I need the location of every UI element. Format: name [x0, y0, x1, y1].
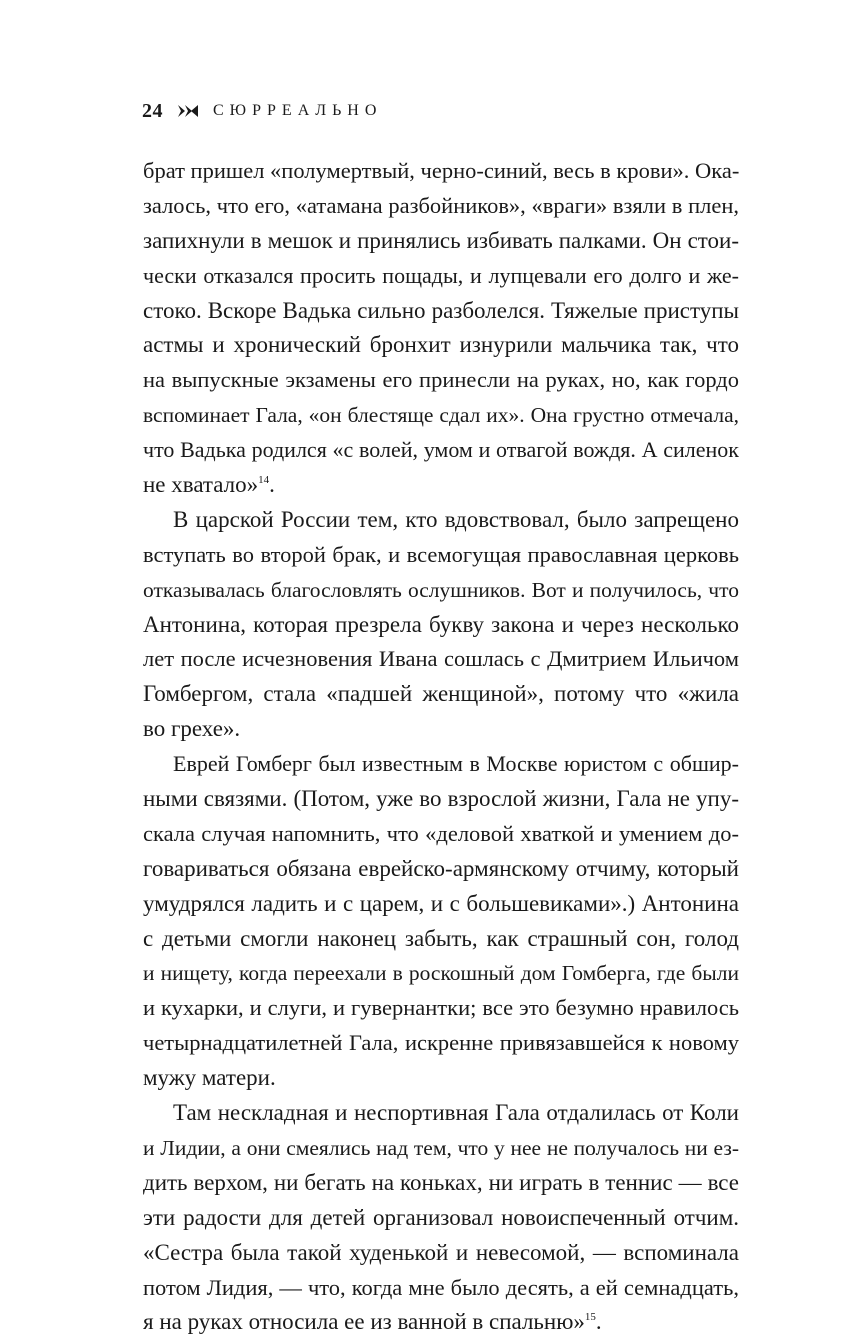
text-line: четырнадцатилетней Гала, искренне привязавшейся к новому [143, 1030, 739, 1056]
footnote-ref-15[interactable]: 15 [584, 1311, 596, 1324]
text-line: стоко. Вскоре Вадька сильно разболелся. Тяжелые приступы [143, 297, 739, 323]
text-line: запихнули в мешок и принялись избивать палками. Он стои- [143, 227, 739, 253]
sentence-end: . [269, 472, 275, 498]
text-fragment: не хватало» [143, 472, 259, 498]
text-line: ными связями. (Потом, уже во взрослой жизни, Гала не упу- [143, 786, 739, 812]
text-fragment: я на руках относила ее из ванной в спальню» [143, 1309, 585, 1335]
text-line: Антонина, которая презрела букву закона и через несколько [143, 611, 739, 637]
text-line: дить верхом, ни бегать на коньках, ни играть в теннис — все [143, 1169, 739, 1195]
paragraph-4 [143, 1096, 739, 1340]
text-line: и кухарки, и слуги, и гувернантки; все это безумно нравилось [143, 995, 739, 1021]
text-line-first: В царской России тем, кто вдовствовал, было запрещено [173, 506, 739, 532]
text-line-last: мужу матери. [143, 1065, 276, 1091]
text-line-first: Еврей Гомберг был известным в Москве юристом с обшир- [173, 751, 739, 777]
text-line: чески отказался просить пощады, и лупцевали его долго и же- [143, 262, 739, 288]
text-line: отказывалась благословлять ослушников. Вот и получилось, что [143, 577, 739, 602]
text-line-last [143, 1305, 739, 1340]
sentence-end: . [595, 1309, 602, 1335]
text-line: говариваться обязана еврейско-армянскому отчиму, который [143, 855, 739, 881]
text-line: на выпускные экзамены его принесли на руках, но, как гордо [143, 367, 739, 393]
double-arrow-ornament-icon [177, 103, 199, 119]
text-line: с детьми смогли наконец забыть, как страшный сон, голод [143, 925, 739, 951]
text-line: умудрялся ладить и с царем, и с большевиками».) Антонина [143, 890, 739, 916]
text-line: и нищету, когда переехали в роскошный дом Гомберга, где были [143, 961, 739, 986]
footnote-ref-14[interactable]: 14 [258, 474, 270, 487]
text-line: что Вадька родился «с волей, умом и отвагой вождя. А силенок [143, 437, 739, 463]
text-line: вспоминает Гала, «он блестяще сдал их». Она грустно отмечала, [143, 403, 739, 428]
text-line: лет после исчезновения Ивана сошлась с Дмитрием Ильичом [143, 646, 739, 672]
text-line: «Сестра была такой худенькой и невесомой, — вспоминала [143, 1239, 739, 1265]
text-line: брат пришел «полумертвый, черно-синий, весь в крови». Ока- [143, 158, 740, 183]
text-line: эти радости для детей организовал новоиспеченный отчим. [143, 1204, 739, 1230]
text-line-first: Там нескладная и неспортивная Гала отдалилась от Коли [173, 1100, 739, 1126]
text-line: и Лидии, а они смеялись над тем, что у нее не получалось ни ез- [143, 1135, 739, 1160]
text-line-last: во грехе». [143, 716, 241, 742]
page-number: 24 [142, 99, 163, 122]
text-line: астмы и хронический бронхит изнурили мальчика так, что [143, 332, 739, 358]
text-line: вступать во второй брак, и всемогущая православная церковь [143, 541, 739, 567]
text-line-last [143, 468, 739, 503]
text-line: Гомбергом, стала «падшей женщиной», потому что «жила [143, 681, 739, 707]
text-line: скала случая напомнить, что «деловой хваткой и умением до- [143, 820, 739, 846]
paragraph-1 [143, 154, 739, 503]
text-line: залось, что его, «атамана разбойников», «враги» взяли в плен, [143, 192, 739, 218]
paragraph-3 [143, 747, 739, 1096]
running-head [142, 96, 382, 126]
paragraph-2 [143, 503, 739, 747]
body-text [143, 154, 739, 1340]
running-title: СЮРРЕАЛЬНО [213, 102, 383, 119]
text-line: потом Лидия, — что, когда мне было десять, а ей семнадцать, [143, 1274, 739, 1300]
